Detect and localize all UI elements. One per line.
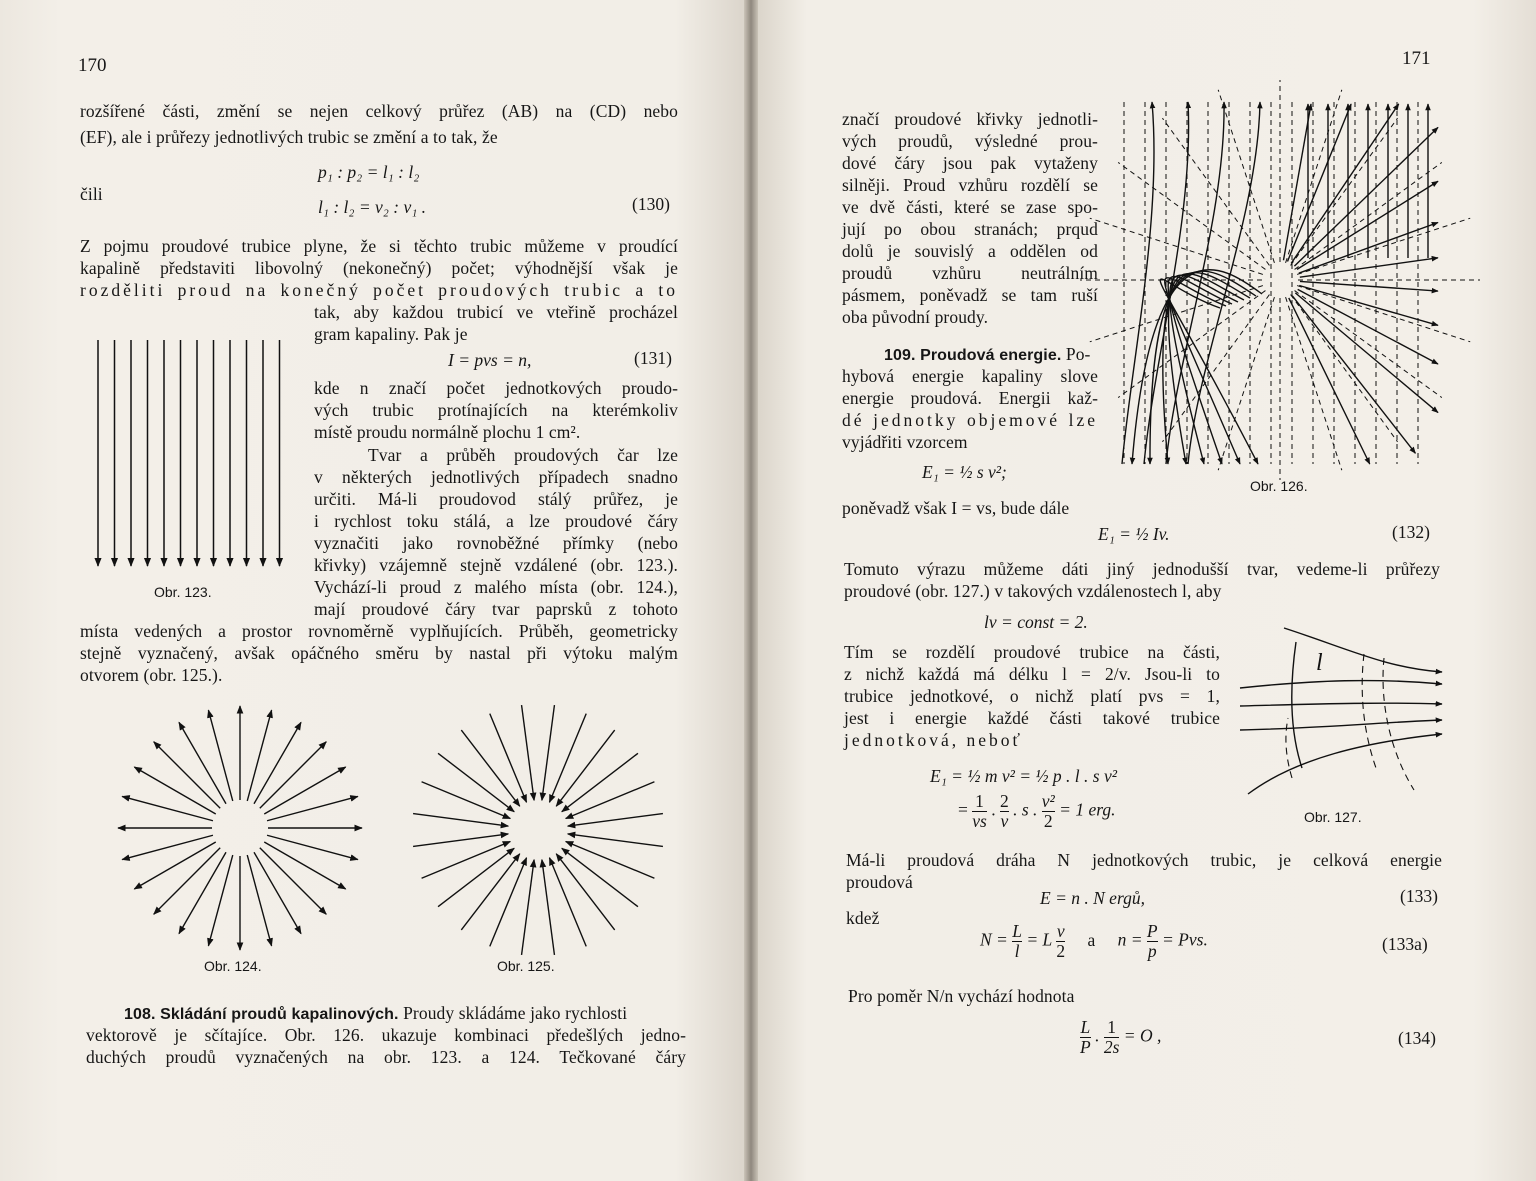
radial-arrow (542, 860, 555, 955)
text-line: Tím se rozdělí proudové trubice na části, (844, 642, 1220, 662)
text-line: oba původní proudy. (842, 307, 989, 327)
resultant-arrow (1299, 286, 1438, 326)
fraction (1104, 1018, 1120, 1057)
section-109-title: 109. Proudová energie. (884, 347, 1062, 364)
radial-arrow (267, 835, 358, 859)
figure-127-label: l (1316, 650, 1323, 676)
numerator: 2 (999, 791, 1009, 811)
numerator: P (1146, 921, 1158, 941)
stream-curve (1240, 720, 1442, 730)
denominator: 2 (1056, 941, 1066, 961)
dashed-radial-line (1218, 90, 1274, 263)
radial-arrow (568, 814, 663, 827)
equation-ratio-1: p₁ : p₂ = l₁ : l₂ (318, 162, 420, 182)
text-line: proudů vzhůru neutrálním (842, 263, 1098, 283)
eq-part: . (1095, 1025, 1100, 1046)
radial-arrow (247, 855, 271, 946)
radial-arrow (179, 852, 226, 933)
numerator: L (1080, 1017, 1091, 1037)
equation-energy-1: E₁ = ½ s v²; (922, 462, 1007, 482)
figure-125 (410, 702, 670, 962)
text-run: Proudy skládáme jako rychlosti (403, 1003, 628, 1023)
radial-arrow (208, 855, 232, 946)
text-line: jednotková, neboť (844, 730, 1024, 750)
text-line: stejně vyznačený, avšak opáčného směru by nastal při výtoku malým (80, 643, 678, 663)
dashed-radial-line (1286, 90, 1342, 263)
equation-132: E₁ = ½ Iv. (1098, 524, 1170, 544)
radial-arrow (260, 742, 326, 808)
equation-131: I = pvs = n, (448, 350, 532, 370)
text-line: dé jednotky objemové lze (842, 410, 1098, 430)
radial-arrow (461, 854, 519, 930)
stream-curve (1240, 681, 1442, 688)
radial-arrow (264, 842, 345, 889)
text-run: Po- (1065, 344, 1091, 364)
text-line: Vychází-li proud z malého místa (obr. 124.), (314, 577, 678, 597)
radial-arrow (461, 730, 519, 806)
text-line: vých trubic protínajících na kterémkoliv (314, 400, 678, 420)
fraction (1080, 1018, 1091, 1057)
numerator: 1 (975, 791, 984, 811)
denominator: p (1147, 941, 1157, 961)
book-gutter (744, 0, 758, 1181)
text-line: energie proudová. Energii kaž- (842, 388, 1098, 408)
text-line: proudové (obr. 127.) v takových vzdálenostech l, aby (844, 581, 1222, 601)
figure-123 (90, 322, 290, 572)
radial-arrow (490, 714, 527, 803)
text-line: (EF), ale i průřezy jednotlivých trubic se změní a to tak, že (80, 127, 498, 147)
figure-124-caption: Obr. 124. (204, 958, 262, 974)
text-line: Z pojmu proudové trubice plyne, že si těchto trubic můžeme v proudící (80, 236, 678, 256)
eq-part: a (1087, 929, 1096, 950)
text-line: křivky) vzájemně stejně vzdálené (obr. 123.). (314, 555, 678, 575)
radial-arrow (413, 834, 508, 847)
text-line: gram kapaliny. Pak je (314, 324, 468, 344)
radial-arrow (556, 730, 614, 806)
section-108-heading (124, 1003, 627, 1025)
text-line: jest i energie každé části takové trubice (844, 708, 1220, 728)
figure-127 (1236, 618, 1446, 808)
resultant-arrow (1294, 127, 1438, 266)
radial-arrow (490, 858, 527, 947)
text-line: jují po obou stranách; prqud (842, 219, 1098, 239)
eq-part: = Pvs. (1162, 929, 1208, 950)
fraction (1042, 792, 1055, 831)
stream-curve (1248, 734, 1442, 794)
radial-arrow (134, 842, 215, 889)
text-line: hybová energie kapaliny slove (842, 366, 1098, 386)
text-line: místě proudu normálně plochu 1 cm². (314, 422, 581, 442)
fraction (972, 792, 987, 831)
resultant-arrow (1289, 298, 1370, 464)
radial-arrow (179, 722, 226, 803)
radial-arrow (542, 705, 555, 800)
radial-arrow (154, 848, 220, 914)
radial-arrow (549, 714, 586, 803)
text-line: značí proudové křivky jednotli- (842, 109, 1098, 129)
equation-number-132: (132) (1392, 522, 1430, 542)
radial-arrow (566, 782, 655, 819)
text-line: vyznačiti jako rovnoběžné přímky (nebo (314, 533, 678, 553)
text-line: tak, aby každou trubicí ve vteřině procházel (314, 302, 678, 322)
radial-arrow (154, 742, 220, 808)
figure-126-caption: Obr. 126. (1250, 478, 1308, 494)
dashed-radial-line (1118, 162, 1265, 269)
text-line: silněji. Proud vzhůru rozdělí se (842, 175, 1098, 195)
radial-arrow (254, 852, 301, 933)
resultant-arrow (1300, 258, 1438, 277)
text-line: vých proudů, výsledné prou- (842, 131, 1098, 151)
eq-part: = 1 erg. (1059, 799, 1116, 820)
denominator: P (1080, 1037, 1091, 1057)
text-line: vyjádřiti vzorcem (842, 432, 968, 452)
cross-section-dashed (1383, 658, 1414, 790)
radial-arrow (208, 710, 232, 801)
radial-arrow (522, 705, 535, 800)
equation-energy-2: E₁ = ½ m v² = ½ p . l . s v² (930, 766, 1117, 786)
text-line: trubice jednotkové, o nichž platí pvs = 1, (844, 686, 1220, 706)
dashed-radial-line (1118, 291, 1265, 398)
text-line: určiti. Má-li proudovod stálý průřez, je (314, 489, 678, 509)
eq-part: . (991, 799, 996, 820)
fraction (1056, 922, 1065, 961)
radial-arrow (562, 848, 638, 906)
text-line: duchých proudů vyznačených na obr. 123. a 124. Tečkované čáry (86, 1047, 686, 1067)
radial-arrow (247, 710, 271, 801)
text-line: mají proudové čáry tvar paprsků z tohoto (314, 599, 678, 619)
stream-curve (1284, 628, 1442, 672)
radial-arrow (134, 767, 215, 814)
equation-number-133a: (133a) (1382, 934, 1428, 954)
radial-arrow (122, 835, 213, 859)
radial-arrow (413, 814, 508, 827)
figure-127-caption: Obr. 127. (1304, 809, 1362, 825)
text-line: Tvar a průběh proudových čar lze (368, 445, 678, 465)
text-line: proudová (846, 872, 913, 892)
page-number-left: 170 (78, 55, 107, 76)
radial-arrow (522, 860, 535, 955)
radial-arrow (122, 796, 213, 820)
denominator: vs (972, 811, 987, 831)
text-line: z nichž každá má délku l = 2/v. Jsou-li to (844, 664, 1220, 684)
radial-arrow (422, 841, 511, 878)
radial-arrow (566, 841, 655, 878)
dashed-radial-line (1218, 297, 1274, 470)
eq-part: N = (980, 929, 1008, 950)
denominator: l (1012, 941, 1022, 961)
text-line: kde n značí počet jednotkových proudo- (314, 378, 678, 398)
numerator: v (1056, 921, 1065, 941)
text-line: Pro poměr N/n vychází hodnota (848, 986, 1075, 1006)
text-line: i rychlost toku stálá, a lze proudové čáry (314, 511, 678, 531)
word-cili: čili (80, 184, 103, 204)
text-line: dové čáry jsou pak vytaženy (842, 153, 1098, 173)
numerator: 1 (1107, 1017, 1116, 1037)
text-line: dolů je souvislý a oddělen od (842, 241, 1098, 261)
eq-part: = O , (1123, 1025, 1162, 1046)
fraction (1012, 922, 1022, 961)
figure-123-caption: Obr. 123. (154, 584, 212, 600)
page-number-right: 171 (1402, 48, 1431, 69)
radial-arrow (254, 722, 301, 803)
figure-126 (1112, 98, 1442, 468)
figure-124 (112, 700, 372, 960)
denominator: 2s (1103, 1037, 1120, 1057)
equation-number-133: (133) (1400, 886, 1438, 906)
radial-arrow (264, 767, 345, 814)
text-line: vektorově je sčítajíce. Obr. 126. ukazuje kombinaci předešlých jedno- (86, 1025, 686, 1045)
text-line: Má-li proudová dráha N jednotkových trubic, je celková energie (846, 850, 1442, 870)
text-line: ve dvě části, které se zase spo- (842, 197, 1098, 217)
radial-arrow (438, 848, 514, 906)
text-line: rozšířené části, změní se nejen celkový průřez (AB) na (CD) nebo (80, 101, 678, 121)
equation-133a (980, 922, 1208, 961)
radial-arrow (422, 782, 511, 819)
radial-arrow (267, 796, 358, 820)
text-line: otvorem (obr. 125.). (80, 665, 223, 685)
fraction (1147, 922, 1158, 961)
equation-133: E = n . N ergů, (1040, 888, 1145, 908)
equation-ratio-2: l₁ : l₂ = v₂ : v₁ . (318, 197, 427, 217)
text-line: rozděliti proud na konečný počet proudových trubic a to (80, 280, 678, 300)
section-108-title: 108. Skládání proudů kapalinových. (124, 1006, 399, 1023)
denominator: 2 (1042, 811, 1055, 831)
text-line: místa vedených a prostor rovnoměrně vyplňujících. Průběh, geometricky (80, 621, 678, 641)
eq-part: n = (1117, 929, 1143, 950)
radial-arrow (438, 753, 514, 811)
equation-number-131: (131) (634, 348, 672, 368)
equation-134 (1080, 1018, 1161, 1057)
section-109-heading (884, 344, 1091, 366)
figure-125-caption: Obr. 125. (497, 958, 555, 974)
equation-lv: lv = const = 2. (984, 612, 1088, 632)
word-kdez: kdež (846, 908, 880, 928)
radial-arrow (556, 854, 614, 930)
fraction (1000, 792, 1009, 831)
text-line: v některých jednotlivých případech snadno (314, 467, 678, 487)
eq-part: = L (1026, 929, 1052, 950)
text-line: poněvadž však I = vs, bude dále (842, 498, 1070, 518)
eq-part: . s . (1013, 799, 1038, 820)
equation-energy-3 (958, 792, 1116, 831)
dashed-radial-line (1295, 291, 1442, 398)
cross-section-dashed (1362, 654, 1376, 768)
radial-arrow (549, 858, 586, 947)
stream-curve (1240, 703, 1442, 706)
equation-number-134: (134) (1398, 1028, 1436, 1048)
text-line: Tomuto výrazu můžeme dáti jiný jednodušší tvar, vedeme-li průřezy (844, 559, 1440, 579)
numerator: v² (1041, 791, 1055, 811)
eq-part: = (958, 799, 968, 820)
equation-number-130: (130) (632, 194, 670, 214)
dashed-radial-line (1291, 295, 1398, 442)
text-line: kapalině představiti libovolný (nekonečný) počet; výhodnější však je (80, 258, 678, 278)
numerator: L (1012, 921, 1022, 941)
radial-arrow (562, 753, 638, 811)
denominator: v (1000, 811, 1009, 831)
resultant-arrow (1300, 281, 1438, 291)
radial-arrow (260, 848, 326, 914)
radial-arrow (568, 834, 663, 847)
text-line: pásmem, poněvadž se tam ruší (842, 285, 1098, 305)
